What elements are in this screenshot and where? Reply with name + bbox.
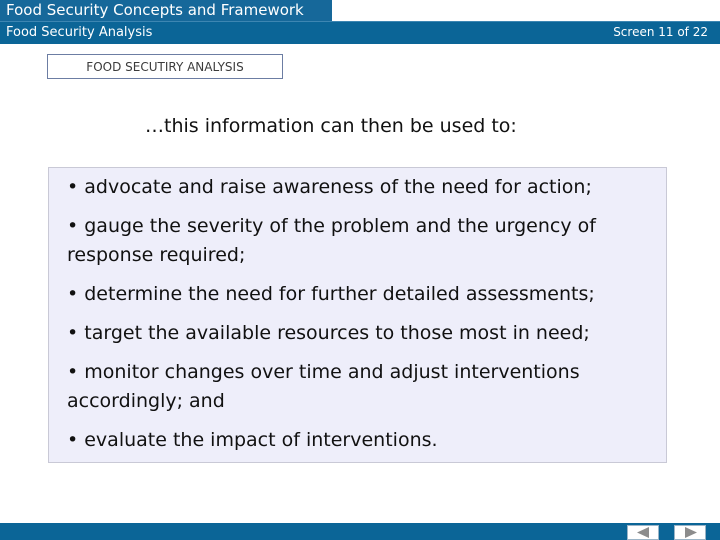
- header-bar: [0, 21, 720, 44]
- next-button[interactable]: [674, 525, 706, 540]
- triangle-left-icon: [628, 526, 658, 539]
- bullet-item: • monitor changes over time and adjust interventions accordingly; and: [67, 361, 580, 412]
- bullet-item: • advocate and raise awareness of the need for action;: [67, 176, 592, 198]
- bullet-item: • determine the need for further detailed assessments;: [67, 283, 595, 305]
- screen-counter: Screen 11 of 22: [613, 25, 708, 39]
- app-title-bar: [0, 0, 720, 21]
- module-title: Food Security Analysis: [6, 25, 153, 40]
- app-title: Food Security Concepts and Framework: [6, 1, 304, 19]
- bottom-bar: [0, 523, 720, 540]
- intro-text: …this information can then be used to:: [145, 115, 517, 137]
- bullet-item: • gauge the severity of the problem and the urgency of response required;: [67, 215, 596, 266]
- previous-button[interactable]: [627, 525, 659, 540]
- bullet-item: • target the available resources to those most in need;: [67, 322, 590, 344]
- bullet-panel: [48, 167, 667, 463]
- bullet-item: • evaluate the impact of interventions.: [67, 429, 438, 451]
- section-label: FOOD SECUTIRY ANALYSIS: [47, 54, 283, 79]
- triangle-right-icon: [675, 526, 705, 539]
